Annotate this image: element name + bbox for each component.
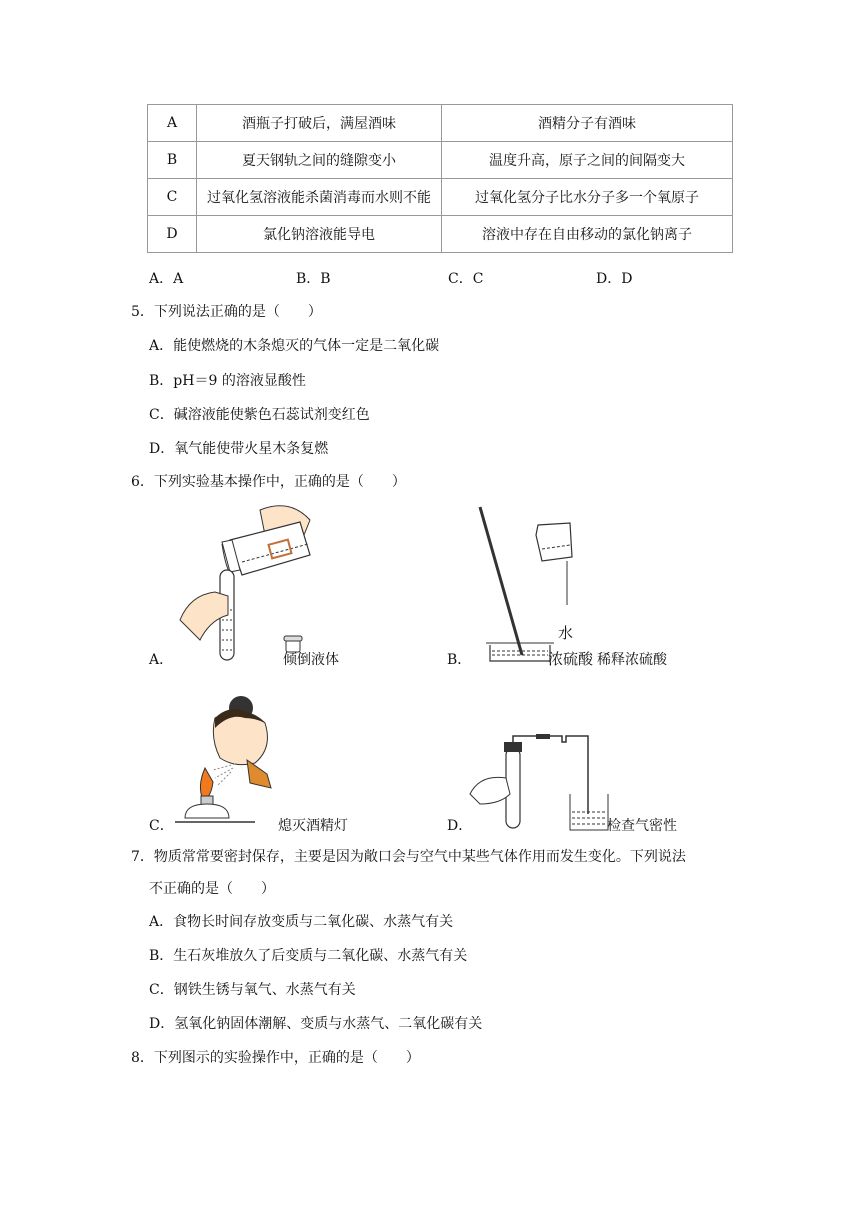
q5-option-b[interactable]: B．pH＝9 的溶液显酸性	[149, 373, 306, 389]
fig-d-caption: 检查气密性	[607, 818, 677, 834]
row-phenomenon: 过氧化氢溶液能杀菌消毒而水则不能	[197, 179, 442, 216]
q7-option-c[interactable]: C．钢铁生锈与氧气、水蒸气有关	[149, 982, 356, 998]
row-explanation: 温度升高，原子之间的间隔变大	[442, 142, 733, 179]
row-phenomenon: 氯化钠溶液能导电	[197, 216, 442, 253]
q7-option-b[interactable]: B．生石灰堆放久了后变质与二氧化碳、水蒸气有关	[149, 948, 468, 964]
table-row	[148, 105, 733, 142]
choice-c[interactable]: C．C	[448, 271, 484, 287]
q8-stem: 8．下列图示的实验操作中，正确的是（ ）	[131, 1050, 420, 1066]
airtight-check-illustration	[470, 734, 610, 834]
choice-d[interactable]: D．D	[596, 271, 633, 287]
q5-option-a[interactable]: A．能使燃烧的木条熄灭的气体一定是二氧化碳	[149, 338, 440, 354]
choice-b[interactable]: B．B	[296, 271, 331, 287]
table-row	[148, 179, 733, 216]
fig-a-letter[interactable]: A．	[149, 652, 174, 668]
q7-option-d[interactable]: D．氢氧化钠固体潮解、变质与水蒸气、二氧化碳有关	[149, 1016, 483, 1032]
choice-a[interactable]: A．A	[149, 271, 184, 287]
row-explanation: 溶液中存在自由移动的氯化钠离子	[442, 216, 733, 253]
row-letter: A	[148, 105, 197, 142]
q5-option-d[interactable]: D．氧气能使带火星木条复燃	[149, 441, 329, 457]
q7-stem-line2: 不正确的是（ ）	[149, 881, 275, 897]
row-phenomenon: 酒瓶子打破后，满屋酒味	[197, 105, 442, 142]
pour-liquid-illustration	[170, 500, 330, 670]
table-row	[148, 142, 733, 179]
dilute-acid-illustration	[478, 505, 608, 665]
label-water: 水	[558, 624, 574, 642]
label-acid: 浓硫酸	[548, 650, 594, 668]
fig-c-caption: 熄灭酒精灯	[278, 818, 348, 834]
row-explanation: 酒精分子有酒味	[442, 105, 733, 142]
fig-d-letter[interactable]: D．	[447, 818, 473, 834]
q5-option-c[interactable]: C．碱溶液能使紫色石蕊试剂变红色	[149, 407, 370, 423]
fig-a-caption: 倾倒液体	[283, 652, 339, 668]
q7-stem-line1: 7．物质常常要密封保存，主要是因为敞口会与空气中某些气体作用而发生变化。下列说法	[131, 849, 686, 865]
q5-stem: 5．下列说法正确的是（ ）	[131, 304, 322, 320]
row-letter: C	[148, 179, 197, 216]
row-letter: B	[148, 142, 197, 179]
row-explanation: 过氧化氢分子比水分子多一个氧原子	[442, 179, 733, 216]
options-table	[147, 104, 733, 253]
q7-option-a[interactable]: A．食物长时间存放变质与二氧化碳、水蒸气有关	[149, 914, 454, 930]
table-row	[148, 216, 733, 253]
fig-b-caption: 稀释浓硫酸	[597, 652, 667, 668]
row-letter: D	[148, 216, 197, 253]
fig-b-letter[interactable]: B．	[447, 652, 472, 668]
extinguish-lamp-illustration	[175, 678, 335, 830]
fig-c-letter[interactable]: C．	[149, 818, 174, 834]
row-phenomenon: 夏天钢轨之间的缝隙变小	[197, 142, 442, 179]
q6-stem: 6．下列实验基本操作中，正确的是（ ）	[131, 474, 406, 490]
